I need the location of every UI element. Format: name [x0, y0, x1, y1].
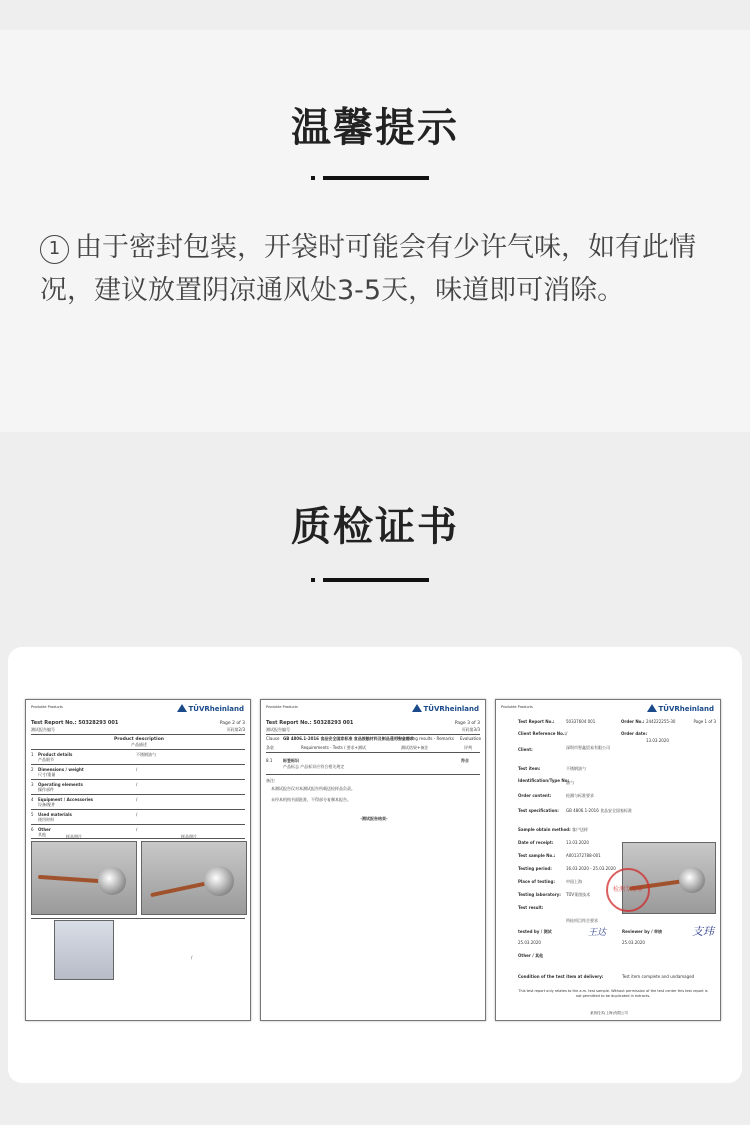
divider-dot: [311, 578, 315, 582]
row-label: Dimensions / weight: [38, 767, 84, 772]
row-value: /: [136, 767, 138, 772]
period: 16.03.2020 - 25.03.2020: [566, 866, 616, 871]
sample-method: 客户送样: [572, 827, 588, 832]
clause-title: 标签标识: [283, 758, 299, 763]
tuv-logo: TÜVRheinland: [177, 704, 245, 712]
note-2: 未经本机构书面批准，不得部分复制本报告。: [271, 797, 351, 802]
ladle-bowl: [204, 866, 234, 896]
divider-line: [266, 734, 480, 735]
photo-caption: 样品照片: [181, 834, 197, 839]
label-photo: [54, 920, 114, 980]
sample-no-label: Test sample No.:: [518, 853, 556, 858]
client-label: Client:: [518, 747, 533, 752]
row-no: 4: [31, 797, 34, 802]
client-ref-label: Client Reference No.:: [518, 731, 567, 736]
row-label-cn: 其他: [38, 832, 46, 837]
note-1: 本测试报告仅对本测试报告所载送检样品负责。: [271, 786, 355, 791]
divider-line: [31, 824, 245, 825]
row-no: 1: [31, 752, 34, 757]
section-heading-cn: 产品描述: [131, 742, 147, 747]
row-value: /: [136, 827, 138, 832]
order-content-label: Order content:: [518, 793, 552, 798]
signature-tester: 王达: [588, 928, 607, 938]
cert-title: 质检证书: [291, 504, 459, 550]
signature-reviewer: 支玮: [692, 925, 714, 938]
tip-text: 由于密封包装，开袋时可能会有少许气味，如有此情况，建议放置阴凉通风处3-5天，味道即可消除。: [40, 232, 696, 306]
cert-divider: [311, 578, 429, 582]
spec: GB 4806.1-2016 食品安全国家标准: [566, 808, 633, 813]
doc-footer: 莱茵技术(上海)有限公司: [590, 1011, 628, 1015]
order-date: 13.03.2020: [646, 738, 669, 743]
receipt: 13.03.2020: [566, 840, 589, 845]
ladle-image: [142, 842, 248, 916]
order-no: 244222255-30: [646, 719, 676, 724]
row-value: 不锈钢油勺: [136, 752, 156, 757]
report-number: Test Report No.: 50328293 001: [266, 720, 354, 726]
place-label: Place of testing:: [518, 879, 555, 884]
ladle-bowl: [679, 867, 705, 893]
period-label: Testing period:: [518, 866, 552, 871]
row-no: 3: [31, 782, 34, 787]
tuv-triangle-icon: [412, 704, 422, 712]
row-label-cn: 操作部件: [38, 787, 54, 792]
row-label-cn: 尺寸/重量: [38, 772, 56, 777]
tip-divider: [311, 176, 429, 180]
ident: 油勺: [566, 780, 574, 785]
row-label: Operating elements: [38, 782, 83, 787]
ladle-bowl: [98, 867, 126, 895]
row-label: Used materials: [38, 812, 72, 817]
notes-label: 备注:: [266, 778, 276, 783]
ladle-handle: [150, 881, 210, 897]
page-number: Page 3 of 3: [454, 721, 480, 726]
tip-number-badge: 1: [40, 235, 69, 264]
divider-line: [31, 838, 245, 839]
test-item-label: Test item:: [518, 766, 541, 771]
standard-name: GB 4806.1-2016 食品安全国家标准 食品接触材料及制品通用安全要求: [283, 736, 414, 741]
tip-title: 温馨提示: [291, 105, 459, 151]
divider-line: [266, 774, 480, 775]
page-number: Page 2 of 3: [219, 721, 245, 726]
product-photo: [141, 841, 247, 915]
report-end: -测试报告结束-: [360, 816, 388, 821]
report-number-cn: 测试报告编号: [266, 727, 290, 732]
other-label: Other / 其他: [518, 953, 544, 958]
condition-label: Condition of the test item at delivery:: [518, 974, 604, 979]
test-item: 不锈钢油勺: [566, 766, 586, 771]
row-value: /: [136, 782, 138, 787]
photo-caption: 样品照片: [66, 834, 82, 839]
result: 所检项目符合要求: [566, 918, 598, 923]
doc-header-label: Produkte Products: [501, 705, 533, 709]
divider-line: [31, 779, 245, 780]
result-label: Test result:: [518, 905, 544, 910]
ladle-image: [32, 842, 138, 916]
order-content: 检测与标准要求: [566, 793, 594, 798]
tip-text-block: [40, 226, 710, 312]
row-label: Equipment / Accessories: [38, 797, 94, 802]
divider-line: [31, 734, 245, 735]
cert-card: [8, 647, 742, 1083]
divider-dot: [311, 176, 315, 180]
place: 中国上海: [566, 879, 582, 884]
clause-header: Clause: [266, 736, 280, 741]
divider-line: [31, 809, 245, 810]
tuv-triangle-icon: [647, 704, 657, 712]
condition: Test item complete and undamaged: [622, 974, 695, 979]
row-label-cn: 产品细节: [38, 757, 54, 762]
clause-text: 产品标志 产品标识应符合相关规定: [283, 764, 345, 769]
photo-placeholder-text: /: [191, 955, 193, 960]
divider-line: [31, 764, 245, 765]
tuv-logo: TÜVRheinland: [412, 704, 480, 712]
tip-section: [0, 30, 750, 432]
order-no-label: Order No.:: [621, 719, 645, 724]
row-label: Other: [38, 827, 51, 832]
ladle-handle: [38, 875, 100, 883]
sample-method-label: Sample obtain method:: [518, 827, 571, 832]
lab: TÜV莱茵技术: [566, 892, 591, 897]
clause-number: 8.1: [266, 758, 273, 763]
sample-no: A001372788-001: [566, 853, 601, 858]
row-value: /: [136, 797, 138, 802]
page-number-cn: 页码第2/3: [226, 727, 245, 732]
row-label: Product details: [38, 752, 73, 757]
tested-date: 25.03.2020: [518, 940, 541, 945]
product-photo: [31, 841, 137, 915]
row-label-cn: 使用材料: [38, 817, 54, 822]
tuv-triangle-icon: [177, 704, 187, 712]
lab-label: Testing laboratory:: [518, 892, 561, 897]
page-number-cn: 页码第3/3: [461, 727, 480, 732]
doc-header-label: Produkte Products: [266, 705, 298, 709]
clause-header-cn: 条款: [266, 745, 274, 750]
measuring-header: Measuring results - Remarks: [397, 736, 454, 741]
tuv-logo: TÜVRheinland: [647, 704, 715, 712]
ident-label: Identification/Type No:: [518, 778, 570, 783]
divider-line: [31, 918, 245, 919]
doc-header-label: Produkte Products: [31, 705, 63, 709]
divider-line: [31, 749, 245, 750]
divider-line: [31, 794, 245, 795]
row-value: /: [136, 812, 138, 817]
spec-label: Test specification:: [518, 808, 559, 813]
official-stamp: 检测专用章: [606, 868, 650, 912]
reviewer-by: Reviewer by / 审核: [622, 929, 662, 934]
page-number: Page 1 of 3: [693, 719, 716, 724]
receipt-label: Date of receipt:: [518, 840, 554, 845]
tested-by: tested by / 测试: [518, 929, 552, 934]
cert-doc-1: [25, 699, 251, 1021]
row-no: 6: [31, 827, 34, 832]
row-label-cn: 设备/配件: [38, 802, 56, 807]
cert-doc-2: [260, 699, 486, 1021]
measuring-header-cn: 测试结果+备注: [401, 745, 429, 750]
divider-bar: [323, 578, 429, 582]
row-no: 5: [31, 812, 34, 817]
client-ref: /: [566, 731, 568, 736]
disclaimer: This test report only relates to the a.m. test sample. Without permission of the test center this test report is not permitted to be duplicated in extracts.: [518, 989, 708, 998]
divider-line: [266, 752, 480, 753]
report-no: 50337604 001: [566, 719, 596, 724]
order-date-label: Order date:: [621, 731, 648, 736]
clause-result: 符合: [461, 758, 469, 763]
report-number: Test Report No.: 50328293 001: [31, 720, 119, 726]
requirements-header: Requirements - Tests / 要求+测试: [301, 745, 366, 750]
report-no-label: Test Report No.:: [518, 719, 555, 724]
section-heading: Product description: [113, 737, 164, 742]
reviewed-date: 25.03.2020: [622, 940, 645, 945]
report-number-cn: 测试报告编号: [31, 727, 55, 732]
evaluation-header-cn: 评判: [464, 745, 472, 750]
row-no: 2: [31, 767, 34, 772]
client-value: 深圳市智鑫贸易有限公司: [566, 745, 610, 750]
evaluation-header: Evaluation: [460, 736, 482, 741]
divider-bar: [323, 176, 429, 180]
cert-doc-3: [495, 699, 721, 1021]
